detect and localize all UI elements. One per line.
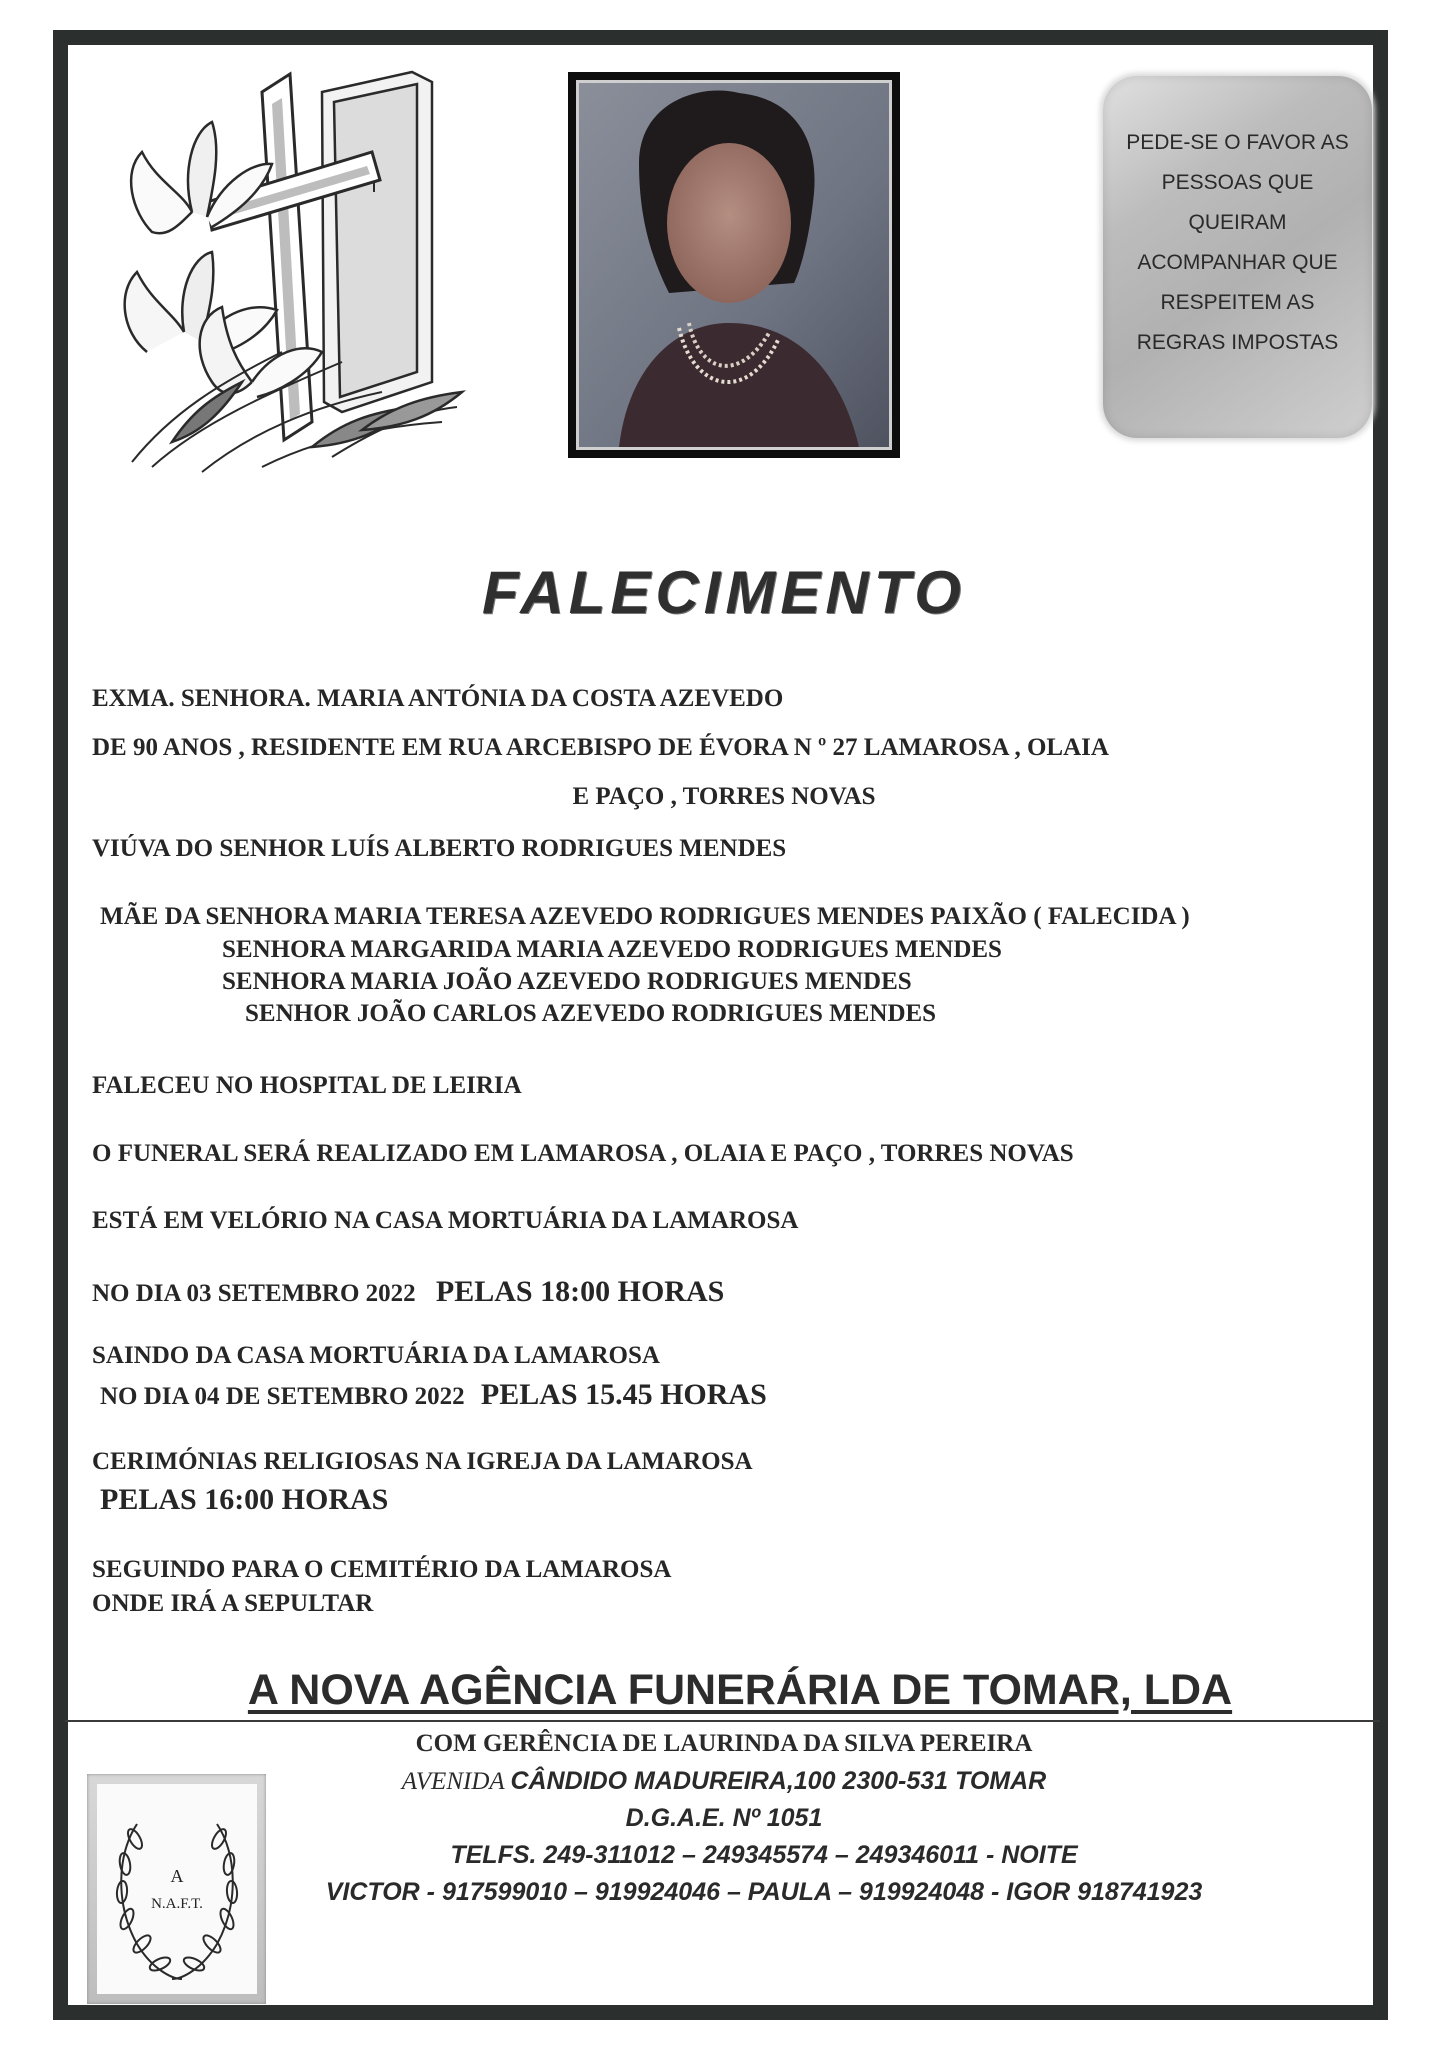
agency-logo <box>87 1774 266 2004</box>
residence-line-1: DE 90 ANOS , RESIDENTE EM RUA ARCEBISPO DE ÉVORA N º 27 LAMAROSA , OLAIA <box>92 734 1109 761</box>
deceased-name: EXMA. SENHORA. MARIA ANTÓNIA DA COSTA AZEVEDO <box>92 685 784 712</box>
notice-line: QUEIRAM <box>1188 211 1287 234</box>
contacts-line: VICTOR - 917599010 – 919924046 – PAULA – 919924048 - IGOR 918741923 <box>325 1878 1203 1906</box>
notice-text <box>1118 123 1358 363</box>
cemetery-line-2: ONDE IRÁ A SEPULTAR <box>92 1590 374 1617</box>
address-prefix: AVENIDA <box>401 1768 511 1795</box>
headline: FALECIMENTO <box>482 559 966 626</box>
death-place: FALECEU NO HOSPITAL DE LEIRIA <box>92 1072 522 1099</box>
notice-panel <box>1103 76 1372 438</box>
mother-line-1: MÃE DA SENHORA MARIA TERESA AZEVEDO RODRIGUES MENDES PAIXÃO ( FALECIDA ) <box>100 903 1190 930</box>
phones-line: TELFS. 249-311012 – 249345574 – 249346011 - NOITE <box>450 1841 1078 1869</box>
dgae-line: D.G.A.E. Nº 1051 <box>625 1804 823 1832</box>
leaving-line: SAINDO DA CASA MORTUÁRIA DA LAMAROSA <box>92 1342 660 1369</box>
mother-line-4: SENHOR JOÃO CARLOS AZEVEDO RODRIGUES MENDES <box>245 1000 937 1027</box>
residence-line-2: E PAÇO , TORRES NOVAS <box>572 783 876 810</box>
ceremony-line: CERIMÓNIAS RELIGIOSAS NA IGREJA DA LAMAROSA <box>92 1448 753 1475</box>
notice-line: REGRAS IMPOSTAS <box>1136 331 1339 354</box>
notice-line: ACOMPANHAR QUE <box>1137 251 1338 274</box>
footer-divider <box>65 1720 1380 1722</box>
wake-place: ESTÁ EM VELÓRIO NA CASA MORTUÁRIA DA LAMAROSA <box>92 1207 799 1234</box>
logo-letter: A <box>170 1866 184 1886</box>
funeral-place: O FUNERAL SERÁ REALIZADO EM LAMAROSA , OLAIA E PAÇO , TORRES NOVAS <box>92 1140 1074 1167</box>
agency-name: A NOVA AGÊNCIA FUNERÁRIA DE TOMAR, LDA <box>247 1666 1233 1714</box>
management-line: COM GERÊNCIA DE LAURINDA DA SILVA PEREIRA <box>415 1730 1033 1757</box>
cemetery-line-1: SEGUINDO PARA O CEMITÉRIO DA LAMAROSA <box>92 1556 672 1583</box>
cross-lilies-illustration <box>112 52 477 477</box>
address-text: CÂNDIDO MADUREIRA,100 2300-531 TOMAR <box>510 1767 1047 1795</box>
widow-line: VIÚVA DO SENHOR LUÍS ALBERTO RODRIGUES MENDES <box>92 835 787 862</box>
laurel-wreath-icon <box>97 1784 257 1994</box>
portrait-image <box>579 83 889 447</box>
notice-line: PEDE-SE O FAVOR AS <box>1126 131 1349 154</box>
wake-date <box>92 1275 724 1309</box>
leaving-date-text: NO DIA 04 DE SETEMBRO 2022 <box>100 1383 465 1410</box>
portrait-photo <box>568 72 900 458</box>
ceremony-time: PELAS 16:00 HORAS <box>100 1483 389 1516</box>
wake-date-text: NO DIA 03 SETEMBRO 2022 <box>92 1280 416 1307</box>
wake-time: PELAS 18:00 HORAS <box>435 1275 725 1308</box>
leaving-time: PELAS 15.45 HORAS <box>480 1378 767 1411</box>
notice-line: PESSOAS QUE <box>1161 171 1314 194</box>
mother-line-2: SENHORA MARGARIDA MARIA AZEVEDO RODRIGUES MENDES <box>222 936 1002 963</box>
logo-initials: N.A.F.T. <box>151 1896 203 1912</box>
notice-line: RESPEITEM AS <box>1160 291 1315 314</box>
leaving-date <box>100 1378 767 1412</box>
mother-line-3: SENHORA MARIA JOÃO AZEVEDO RODRIGUES MENDES <box>222 968 912 995</box>
